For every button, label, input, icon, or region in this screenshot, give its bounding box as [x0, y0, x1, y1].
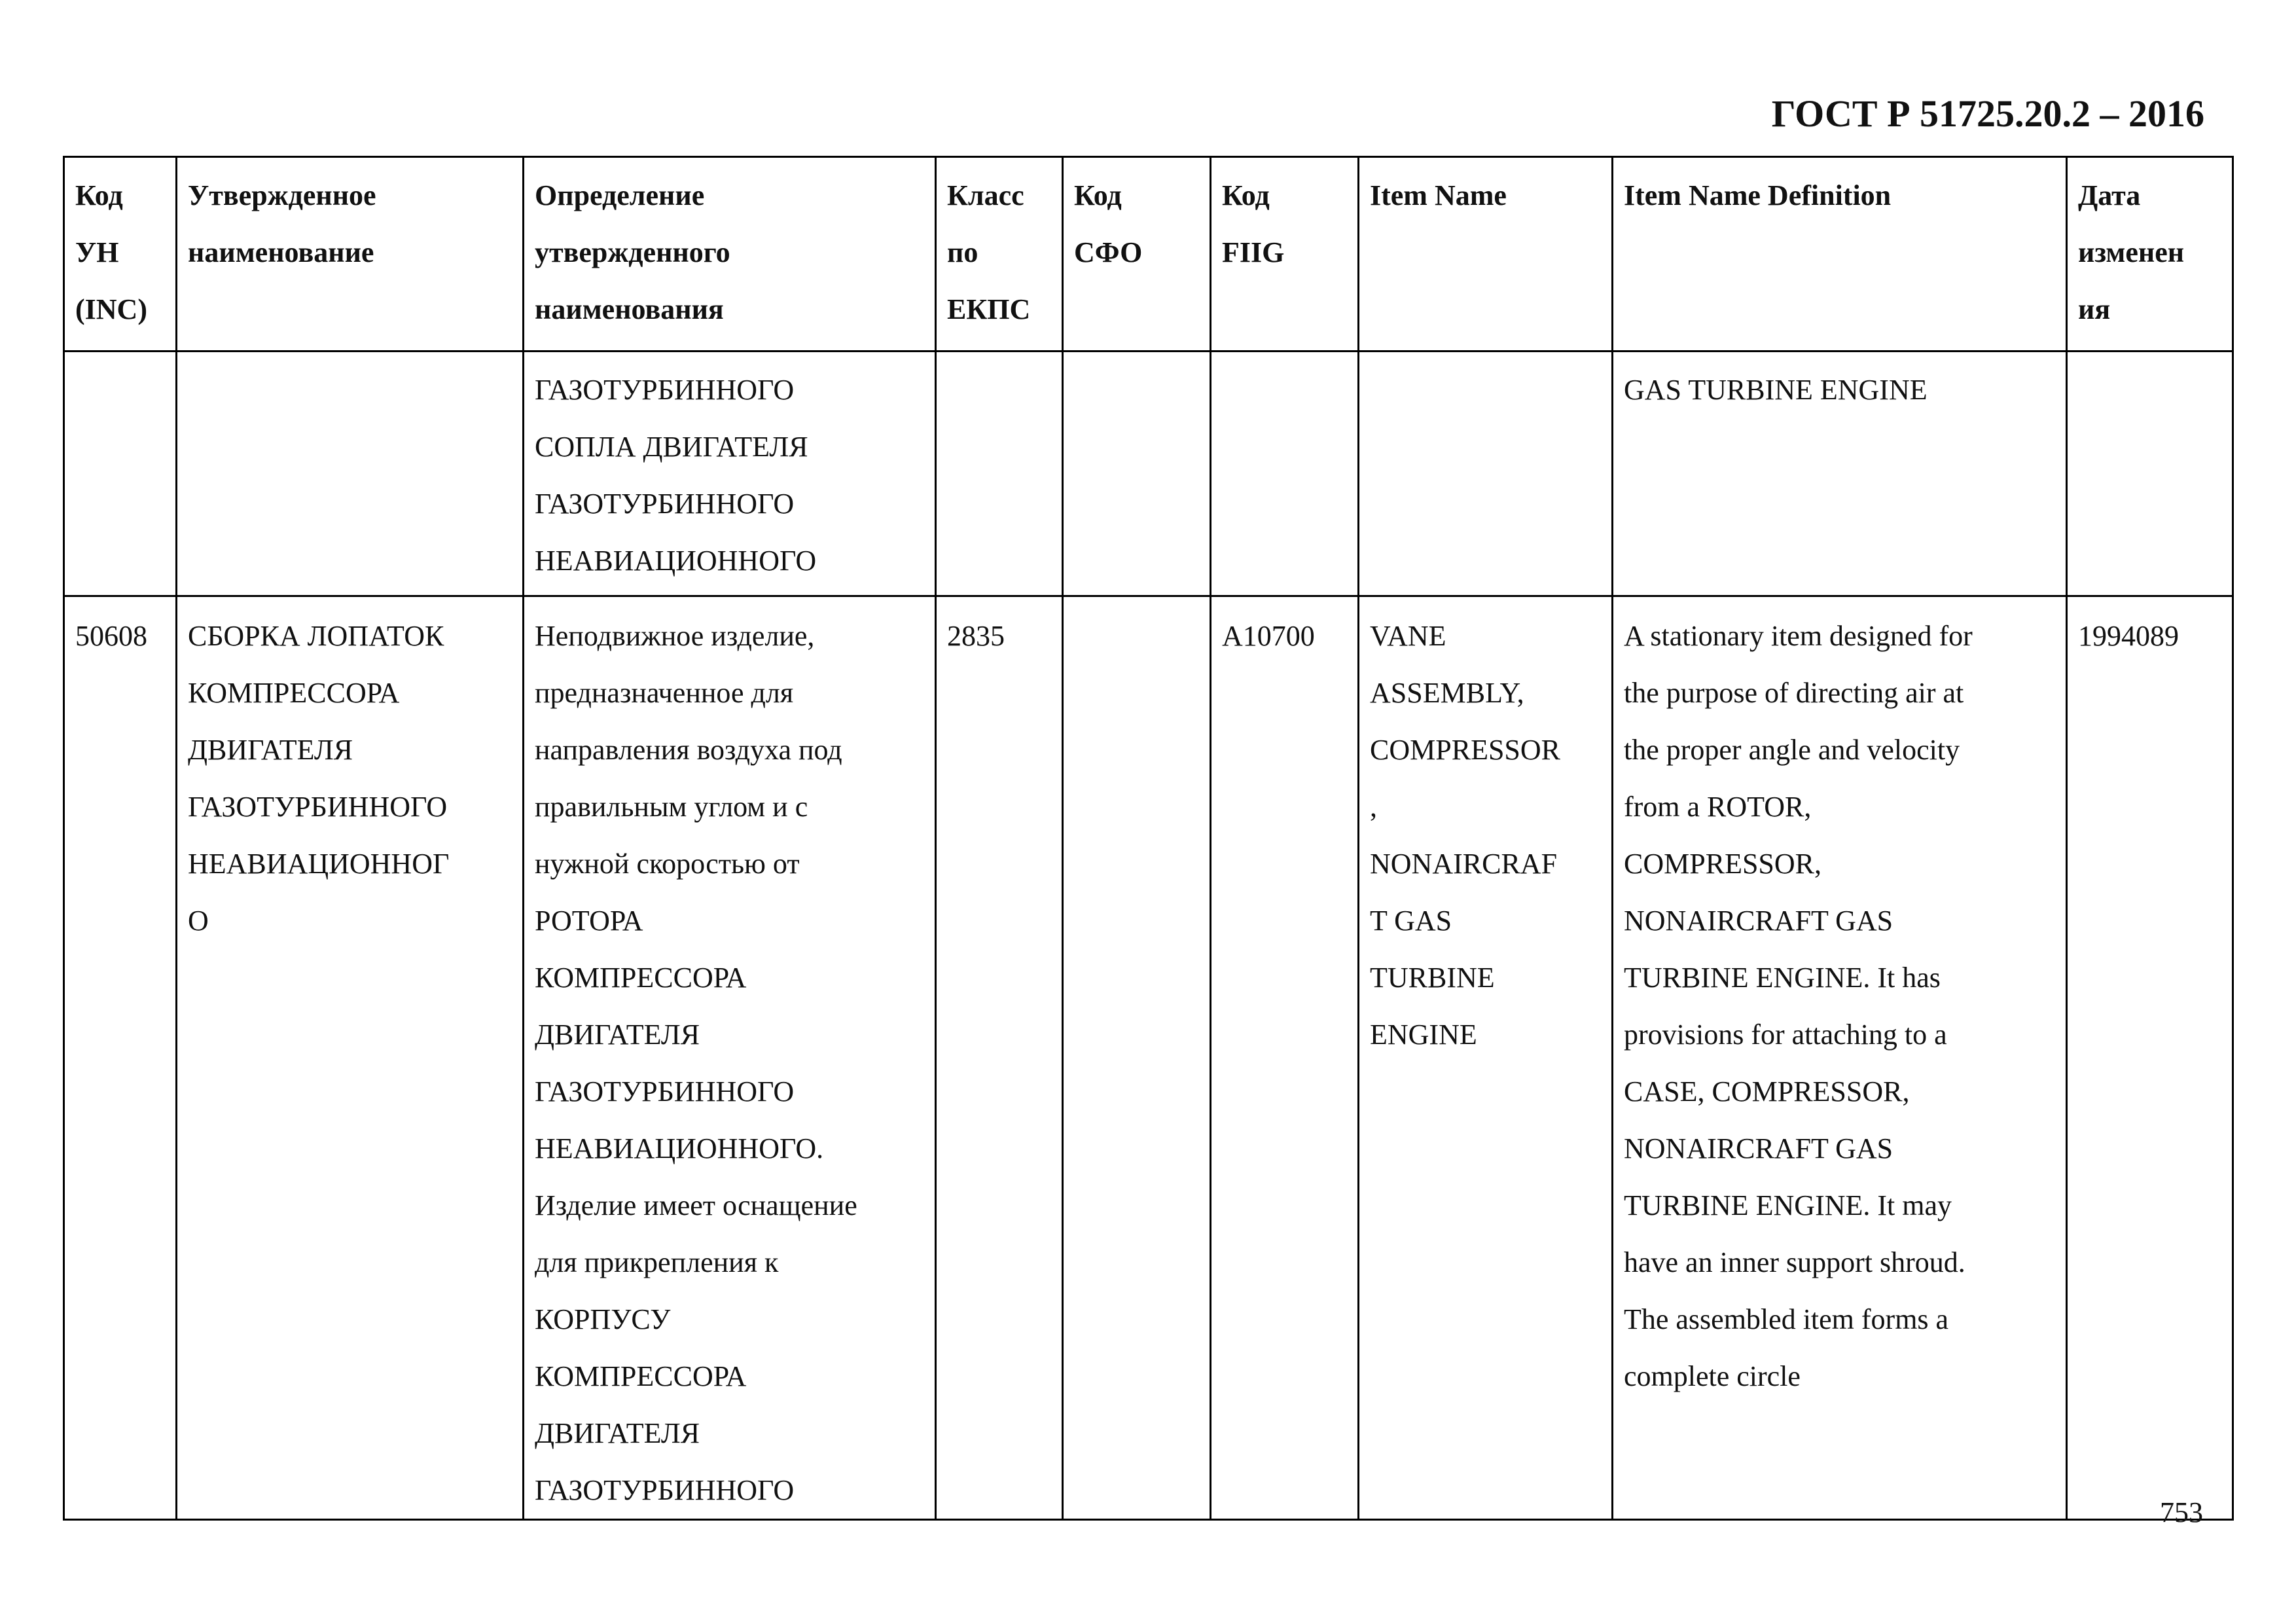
cell-line: О [188, 905, 209, 937]
cell-fiig-code [1211, 596, 1359, 1520]
cell-line: NONAIRCRAF [1370, 848, 1558, 880]
cell-line: The assembled item forms a [1624, 1303, 1949, 1335]
catalog-table [63, 156, 2234, 1521]
cell-name-definition [524, 352, 936, 596]
page-number: 753 [2160, 1496, 2203, 1528]
cell-sfo-code [1063, 352, 1211, 596]
cell-change-date [2067, 352, 2233, 596]
cell-ekps-class [936, 352, 1063, 596]
cell-line: TURBINE [1370, 962, 1495, 994]
cell-approved-name [177, 596, 524, 1520]
cell-line: Неподвижное изделие, [535, 620, 815, 652]
cell-fiig-code [1211, 352, 1359, 596]
cell-line: T GAS [1370, 905, 1452, 937]
header-item-name: Item Name [1359, 157, 1613, 352]
cell-line: NONAIRCRAFT GAS [1624, 905, 1893, 937]
cell-inc-code [64, 352, 177, 596]
cell-line: complete circle [1624, 1360, 1801, 1392]
cell-line: КОМПРЕССОРА [535, 962, 747, 994]
cell-line: КОМПРЕССОРА [188, 677, 400, 709]
table-row [64, 596, 2233, 1520]
cell-sfo-code [1063, 596, 1211, 1520]
cell-line: ГАЗОТУРБИННОГО [535, 1474, 795, 1506]
header-approved-name: Утвержденное наименование [177, 157, 524, 352]
header-fiig-code: Код FIIG [1211, 157, 1359, 352]
header-ekps-class: Класс по ЕКПС [936, 157, 1063, 352]
cell-line: provisions for attaching to a [1624, 1019, 1947, 1051]
cell-line: нужной скоростью от [535, 848, 800, 880]
header-item-name-definition: Item Name Definition [1613, 157, 2067, 352]
cell-inc-code [64, 596, 177, 1520]
cell-item-name-definition [1613, 596, 2067, 1520]
cell-line: ASSEMBLY, [1370, 677, 1524, 709]
cell-line: НЕАВИАЦИОННОГ [188, 848, 450, 880]
cell-line: КОРПУСУ [535, 1303, 671, 1335]
cell-line: GAS TURBINE ENGINE [1624, 374, 1928, 406]
cell-line: NONAIRCRAFT GAS [1624, 1132, 1893, 1164]
cell-line: Изделие имеет оснащение [535, 1189, 857, 1221]
table-header-row [64, 157, 2233, 352]
cell-line: , [1370, 791, 1377, 823]
cell-line: РОТОРА [535, 905, 643, 937]
cell-line: ГАЗОТУРБИННОГО [188, 791, 448, 823]
cell-line: НЕАВИАЦИОННОГО [535, 545, 817, 577]
cell-line: ДВИГАТЕЛЯ [535, 1019, 700, 1051]
cell-line: A10700 [1222, 620, 1315, 652]
cell-item-name [1359, 596, 1613, 1520]
header-inc-code: Код УН (INC) [64, 157, 177, 352]
cell-line: правильным углом и с [535, 791, 808, 823]
standard-code: ГОСТ Р 51725.20.2 – 2016 [1771, 92, 2204, 135]
cell-line: для прикрепления к [535, 1246, 779, 1278]
cell-line: VANE [1370, 620, 1446, 652]
header-change-date: Дата изменен ия [2067, 157, 2233, 352]
header-name-definition: Определение утвержденного наименования [524, 157, 936, 352]
cell-line: have an inner support shroud. [1624, 1246, 1965, 1278]
cell-line: A stationary item designed for [1624, 620, 1973, 652]
cell-line: ДВИГАТЕЛЯ [535, 1417, 700, 1449]
cell-line: COMPRESSOR [1370, 734, 1561, 766]
table-row [64, 352, 2233, 596]
cell-line: направления воздуха под [535, 734, 842, 766]
cell-line: СБОРКА ЛОПАТОК [188, 620, 444, 652]
cell-line: 2835 [947, 620, 1005, 652]
cell-line: ГАЗОТУРБИННОГО [535, 1075, 795, 1108]
cell-line: ДВИГАТЕЛЯ [188, 734, 353, 766]
cell-line: предназначенное для [535, 677, 794, 709]
cell-approved-name [177, 352, 524, 596]
cell-line: ГАЗОТУРБИННОГО [535, 488, 795, 520]
cell-line: the purpose of directing air at [1624, 677, 1964, 709]
cell-item-name-definition [1613, 352, 2067, 596]
cell-line: the proper angle and velocity [1624, 734, 1960, 766]
cell-line: КОМПРЕССОРА [535, 1360, 747, 1392]
cell-line: НЕАВИАЦИОННОГО. [535, 1132, 824, 1164]
cell-line: CASE, COMPRESSOR, [1624, 1075, 1910, 1108]
cell-ekps-class [936, 596, 1063, 1520]
cell-line: ENGINE [1370, 1019, 1477, 1051]
cell-item-name [1359, 352, 1613, 596]
header-sfo-code: Код СФО [1063, 157, 1211, 352]
cell-line: 50608 [75, 620, 147, 652]
cell-line: ГАЗОТУРБИННОГО [535, 374, 795, 406]
cell-line: 1994089 [2078, 620, 2179, 652]
cell-line: from a ROTOR, [1624, 791, 1812, 823]
cell-change-date [2067, 596, 2233, 1520]
cell-name-definition [524, 596, 936, 1520]
cell-line: COMPRESSOR, [1624, 848, 1822, 880]
cell-line: TURBINE ENGINE. It may [1624, 1189, 1952, 1221]
cell-line: TURBINE ENGINE. It has [1624, 962, 1941, 994]
cell-line: СОПЛА ДВИГАТЕЛЯ [535, 431, 808, 463]
